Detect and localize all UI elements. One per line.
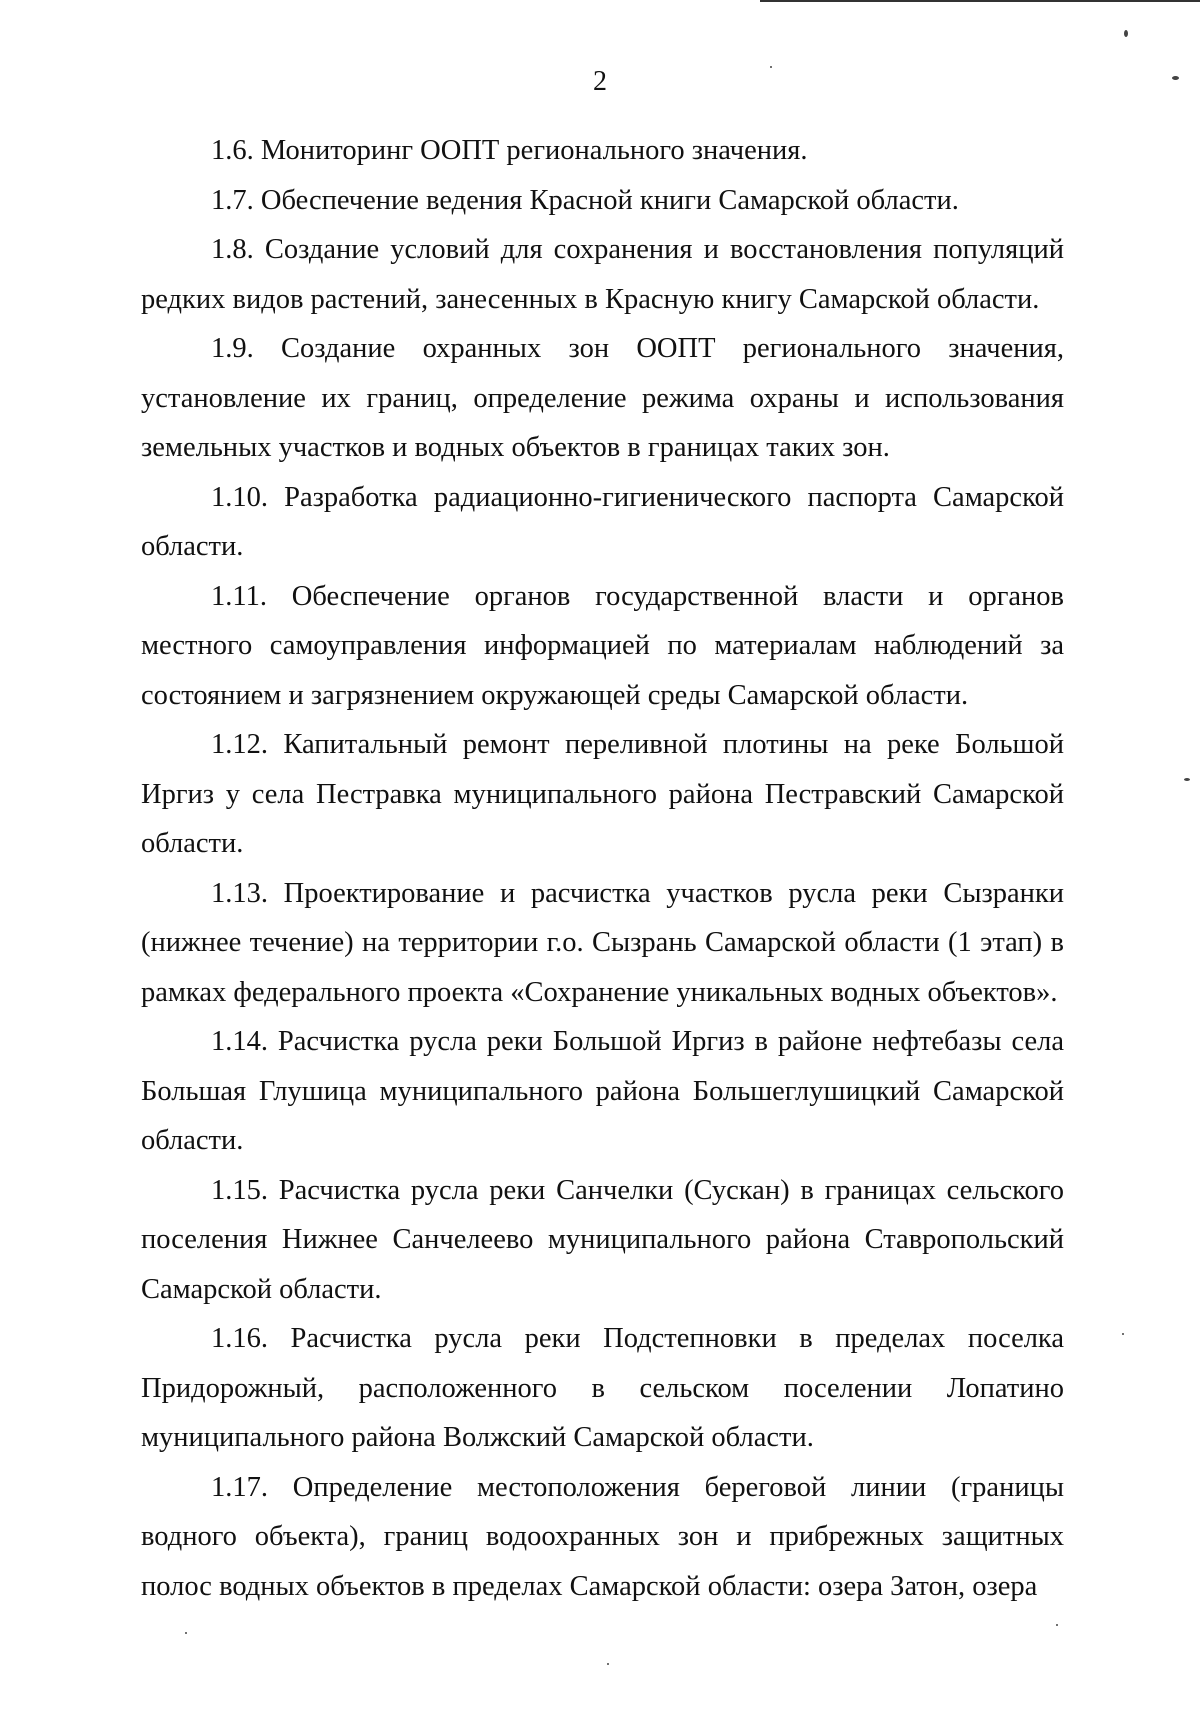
paragraph-1-12: 1.12. Капитальный ремонт переливной плотины на реке Большой Иргиз у села Пестравка муниципального района Пестравский Самарской области. xyxy=(141,729,1064,859)
scan-speck xyxy=(770,66,772,68)
paragraph-1-13: 1.13. Проектирование и расчистка участков русла реки Сызранки (нижнее течение) на территории г.о. Сызрань Самарской области (1 этап) в рамках федерального проекта «Сохранение уникальных водных объектов». xyxy=(141,877,1064,1008)
paragraph-1-10: 1.10. Разработка радиационно-гигиенического паспорта Самарской области. xyxy=(141,481,1064,562)
scan-edge-line xyxy=(760,0,1200,2)
scan-speck xyxy=(185,1632,187,1634)
scan-speck xyxy=(1184,778,1190,781)
paragraph-1-16: 1.16. Расчистка русла реки Подстепновки в пределах поселка Придорожный, расположенного в сельском поселении Лопатино муниципального района Волжский Самарской области. xyxy=(141,1323,1064,1453)
scan-speck xyxy=(1172,76,1179,80)
paragraph-1-17: 1.17. Определение местоположения береговой линии (границы водного объекта), границ водоохранных зон и прибрежных защитных полос водных объектов в пределах Самарской области: озера Затон, озера xyxy=(141,1471,1064,1602)
paragraph-1-8: 1.8. Создание условий для сохранения и восстановления популяций редких видов растений, занесенных в Красную книгу Самарской области. xyxy=(141,234,1064,315)
page-number: 2 xyxy=(593,66,607,97)
paragraph-1-11: 1.11. Обеспечение органов государственной власти и органов местного самоуправления информацией по материалам наблюдений за состоянием и загрязнением окружающей среды Самарской области. xyxy=(141,580,1064,711)
scan-speck xyxy=(1122,1333,1124,1335)
paragraph-1-14: 1.14. Расчистка русла реки Большой Иргиз в районе нефтебазы села Большая Глушица муниципального района Большеглушицкий Самарской области. xyxy=(141,1026,1064,1156)
paragraph-1-7: 1.7. Обеспечение ведения Красной книги Самарской области. xyxy=(211,184,959,216)
paragraph-1-15: 1.15. Расчистка русла реки Санчелки (Сускан) в границах сельского поселения Нижнее Санчелеево муниципального района Ставропольский Самарской области. xyxy=(141,1174,1064,1305)
paragraph-1-9: 1.9. Создание охранных зон ООПТ регионального значения, установление их границ, определение режима охраны и использования земельных участков и водных объектов в границах таких зон. xyxy=(141,333,1064,463)
document-body xyxy=(141,126,1064,1611)
scan-speck xyxy=(607,1663,609,1665)
scan-speck xyxy=(1056,1624,1058,1626)
scan-speck xyxy=(1124,30,1128,37)
paragraph-1-6: 1.6. Мониторинг ООПТ регионального значения. xyxy=(211,135,808,166)
